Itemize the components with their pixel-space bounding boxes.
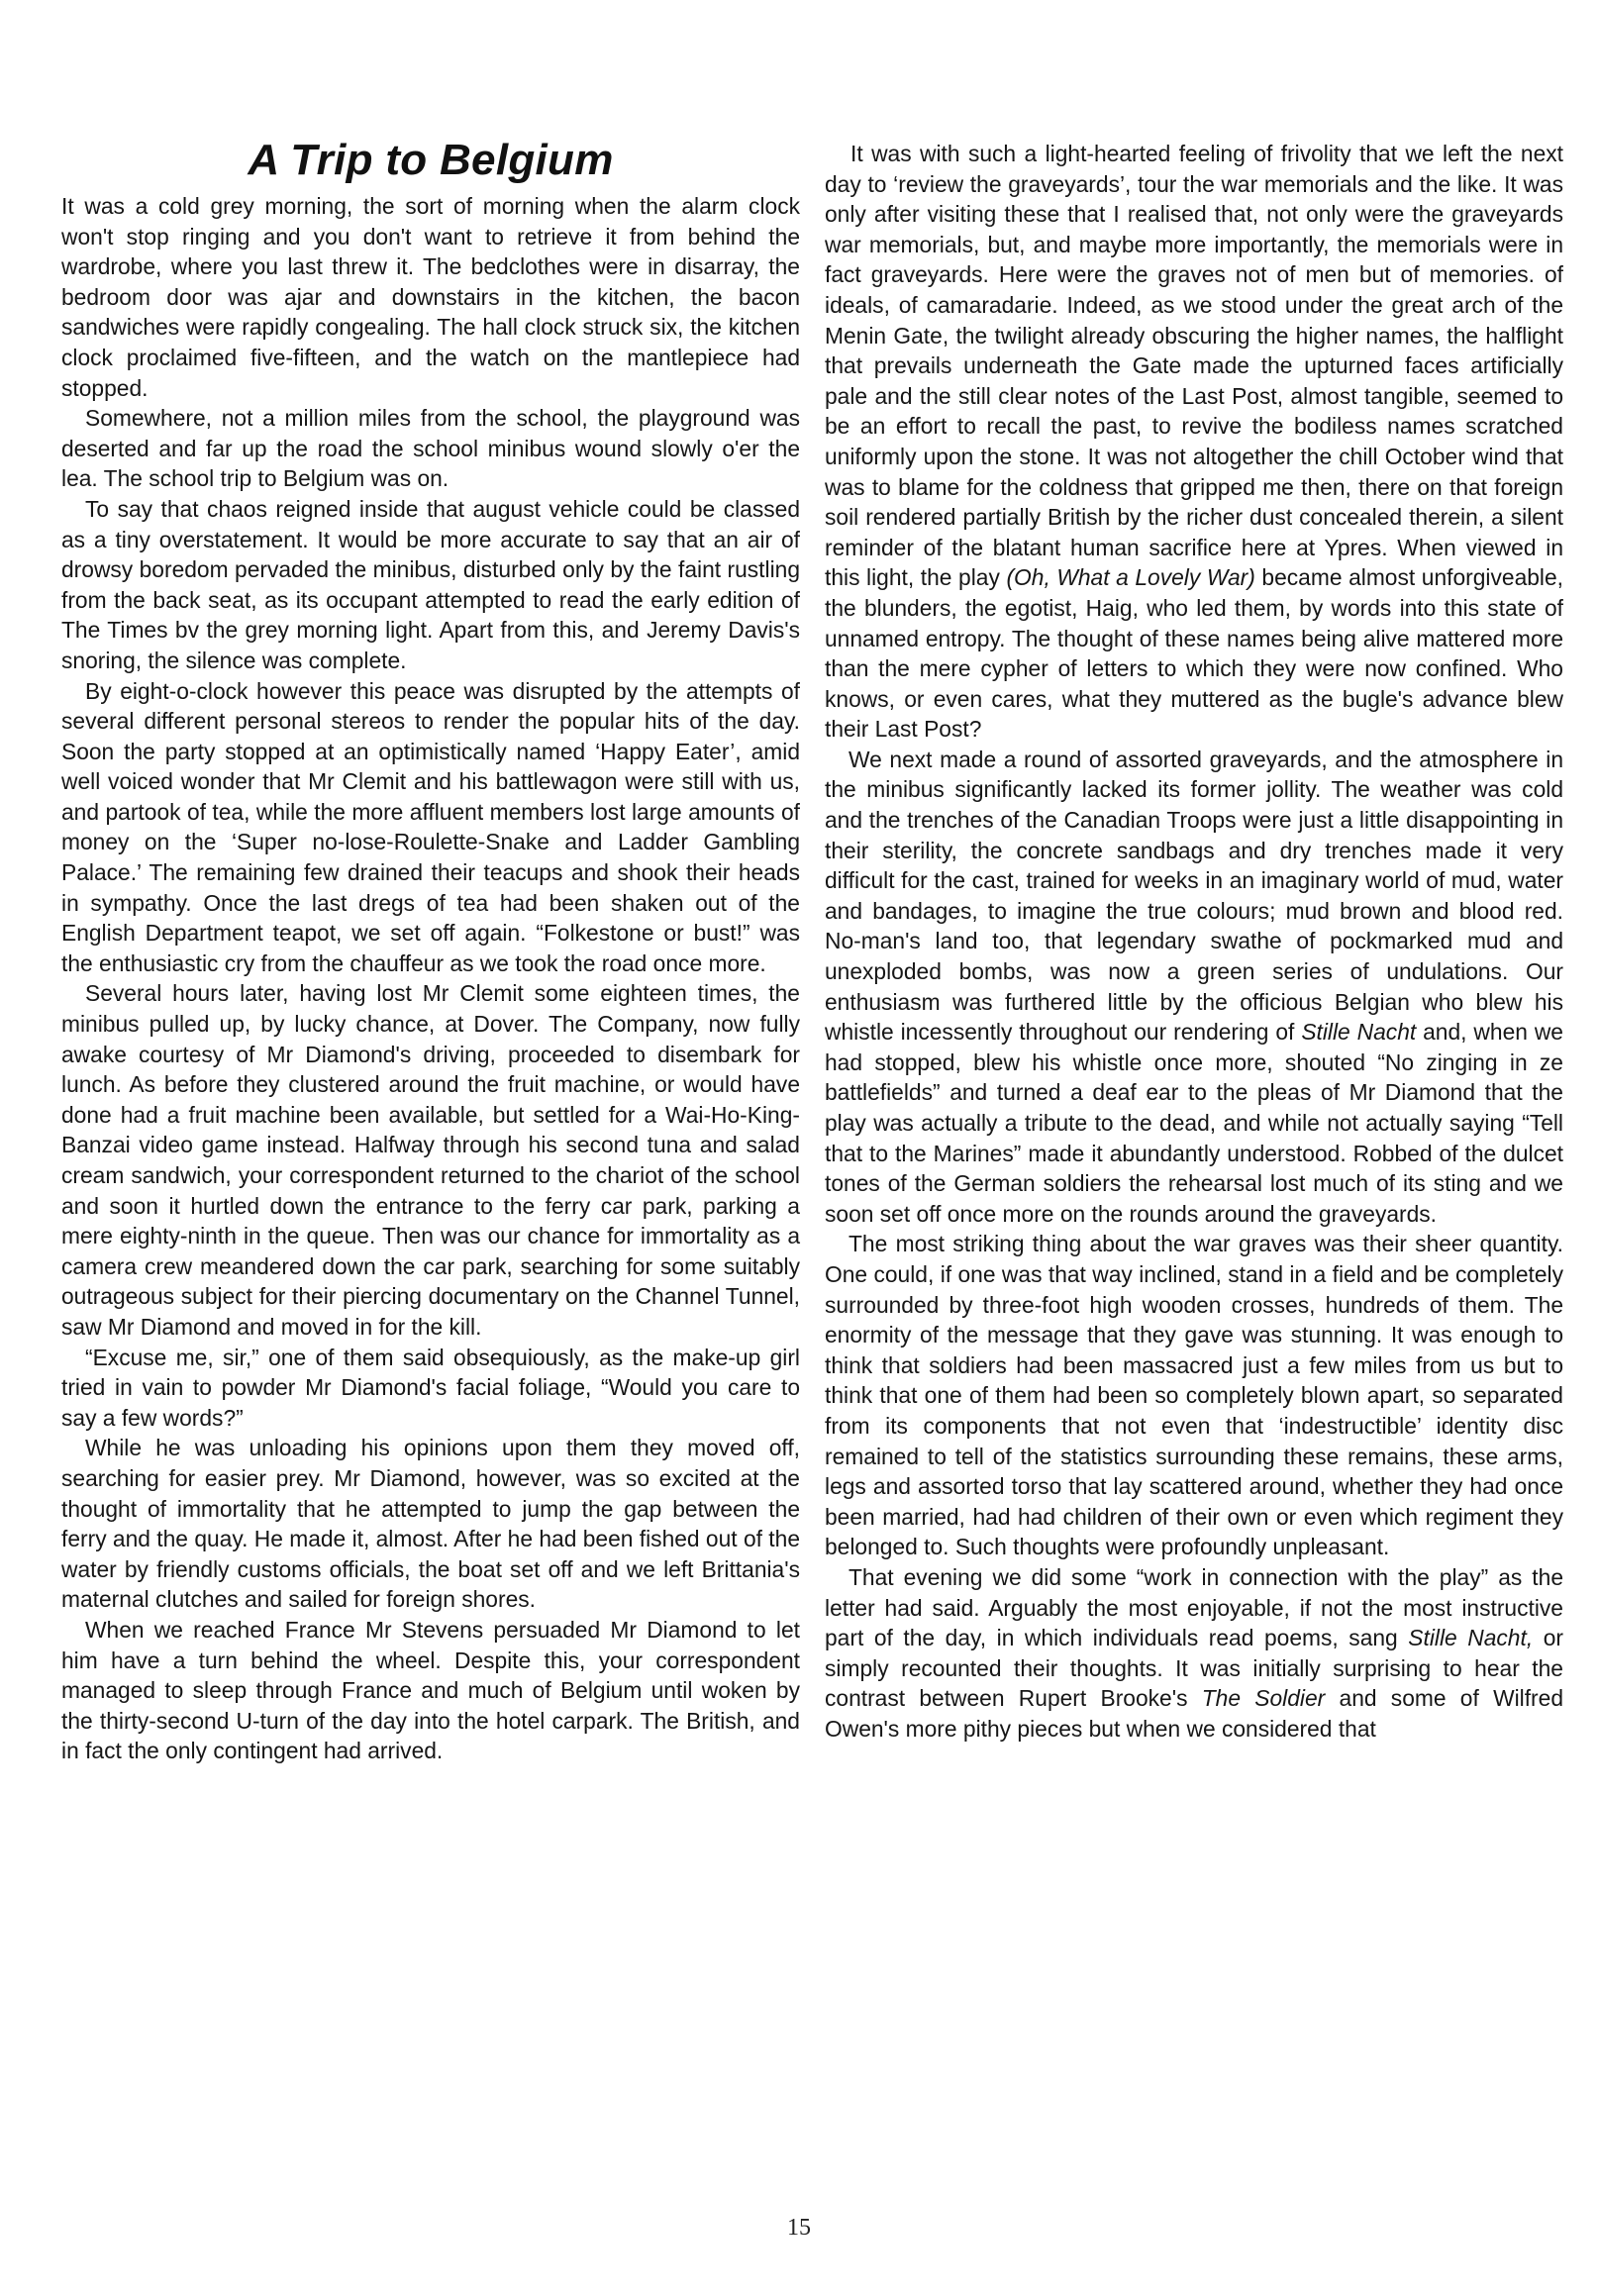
paragraph	[825, 139, 1563, 745]
paragraph: The most striking thing about the war graves was their sheer quantity. One could, if one was that way inclined, stand in a field and be completely surrounded by three-foot high wooden crosses, hundreds of them. The enormity of the message that they gave was stunning. It was enough to think that soldiers had been massacred just a few miles from us but to think that one of them had been so completely blown apart, so separated from its components that not even that ‘indestructible’ identity disc remained to tell of the statistics surrounding these remains, these arms, legs and assorted torso that lay scattered around, whether they had once been married, had had children of their own or even which regiment they belonged to. Such thoughts were profoundly unpleasant.	[825, 1231, 1563, 1560]
paragraph: To say that chaos reigned inside that august vehicle could be classed as a tiny overstatement. It would be more accurate to say that an air of drowsy boredom pervaded the minibus, disturbed only by the faint rustling from the back seat, as its occupant attempted to read the early edition of The Times bv the grey morning light. Apart from this, and Jeremy Davis's snoring, the silence was complete.	[61, 495, 800, 673]
paragraph	[825, 1562, 1563, 1745]
paragraph-text: It was with such a light-hearted feeling of frivolity that we left the next day to ‘review the graveyards’, tour the war memorials and the like. It was only after visiting these that I realised that, not only were the graveyards war memorials, but, and maybe more importantly, the memorials were in fact graveyards. Here were the graves not of men but of memories. of ideals, of camaradarie. Indeed, as we stood under the great arch of the Menin Gate, the twilight already obscuring the higher names, the halflight that prevails underneath the Gate made the upturned faces artificially pale and the still clear notes of the Last Post, almost tangible, seemed to be an effort to recall the past, to revive the bodiless names scratched uniformly upon the stone. It was not altogether the chill October wind that was to blame for the coldness that gripped me then, there on that foreign soil rendered partially British by the richer dust concealed therein, a silent reminder of the blatant human sacrifice here at Ypres. When viewed in this light, the play	[825, 141, 1563, 591]
paragraph-text: That evening we did some “work in connection with the play” as the letter had said. Arguably the most enjoyable, if not the most instructive part of the day, in which individuals read poems, sang	[825, 1563, 1563, 1651]
paragraph-text: and, when we had stopped, blew his whistle once more, shouted “No zinging in ze battlefields” and turned a deaf ear to the pleas of Mr Diamond that the play was actually a tribute to the dead, and while not actually saying “Tell that to the Marines” made it abundantly understood. Robbed of the dulcet tones of the German soldiers the rehearsal lost much of its sting and we soon set off once more on the rounds around the graveyards.	[825, 1019, 1563, 1227]
paragraph-text: We next made a round of assorted graveyards, and the atmosphere in the minibus significantly lacked its former jollity. The weather was cold and the trenches of the Canadian Troops were just a little disappointing in their sterility, the concrete sandbags and dry trenches made it very difficult for the cast, trained for weeks in an imaginary world of mud, water and bandages, to imagine the true colours; mud brown and blood red. No-man's land too, that legendary swathe of pockmarked mud and unexploded bombs, was now a green series of undulations. Our enthusiasm was furthered little by the officious Belgian who blew his whistle incessently throughout our rendering of	[825, 746, 1563, 1046]
paragraph: It was a cold grey morning, the sort of morning when the alarm clock won't stop ringing and you don't want to retrieve it from behind the wardrobe, where you last threw it. The bedclothes were in disarray, the bedroom door was ajar and downstairs in the kitchen, the bacon sandwiches were rapidly congealing. The hall clock struck six, the kitchen clock proclaimed five-fifteen, and the watch on the mantlepiece had stopped.	[61, 193, 800, 401]
paragraph: Several hours later, having lost Mr Clemit some eighteen times, the minibus pulled up, by lucky chance, at Dover. The Company, now fully awake courtesy of Mr Diamond's driving, proceeded to disembark for lunch. As before they clustered around the fruit machine, or would have done had a fruit machine been available, but settled for a Wai-Ho-King-Banzai video game instead. Halfway through his second tuna and salad cream sandwich, your correspondent returned to the chariot of the school and soon it hurtled down the entrance to the ferry car park, parking a mere eighty-ninth in the queue. Then was our chance for immortality as a camera crew meandered down the car park, searching for some suitably outrageous subject for their piercing documentary on the Channel Tunnel, saw Mr Diamond and moved in for the kill.	[61, 980, 800, 1340]
play-title: (Oh, What a Lovely War)	[1006, 564, 1255, 591]
paragraph	[825, 745, 1563, 1230]
poem-title: The Soldier	[1201, 1685, 1326, 1712]
paragraph-text: and some of Wilfred Owen's more pithy pieces but when we considered that	[825, 1685, 1564, 1742]
right-column	[825, 139, 1563, 1744]
article-title: A Trip to Belgium	[248, 136, 614, 184]
paragraph-text: became almost unforgiveable, the blunders, the egotist, Haig, who led them, by words into this state of unnamed entropy. The thought of these names being alive mattered more than the mere cypher of letters to which they were now confined. Who knows, or even cares, what they muttered as the bugle's advance blew their Last Post?	[825, 564, 1564, 743]
page-number: 15	[787, 2215, 811, 2241]
song-title: Stille Nacht	[1301, 1019, 1417, 1046]
left-column	[61, 130, 800, 1766]
paragraph: By eight-o-clock however this peace was disrupted by the attempts of several different personal stereos to render the popular hits of the day. Soon the party stopped at an optimistically named ‘Happy Eater’, amid well voiced wonder that Mr Clemit and his battlewagon were still with us, and partook of tea, while the more affluent members lost large amounts of money on the ‘Super no-lose-Roulette-Snake and Ladder Gambling Palace.’ The remaining few drained their teacups and shook their heads in sympathy. Once the last dregs of tea had been shaken out of the English Department teapot, we set off again. “Folkestone or bust!” was the enthusiastic cry from the chauffeur as we took the road once more.	[61, 677, 800, 976]
paragraph-text: or simply recounted their thoughts. It was initially surprising to hear the contrast between Rupert Brooke's	[825, 1625, 1564, 1712]
paragraph: “Excuse me, sir,” one of them said obsequiously, as the make-up girl tried in vain to powder Mr Diamond's facial foliage, “Would you care to say a few words?”	[61, 1344, 800, 1431]
paragraph: While he was unloading his opinions upon them they moved off, searching for easier prey. Mr Diamond, however, was so excited at the thought of immortality that he attempted to jump the gap between the ferry and the quay. He made it, almost. After he had been fished out of the water by friendly customs officials, the boat set off and we left Brittania's maternal clutches and sailed for foreign shores.	[61, 1435, 800, 1613]
song-title: Stille Nacht,	[1408, 1625, 1534, 1651]
paragraph: When we reached France Mr Stevens persuaded Mr Diamond to let him have a turn behind the wheel. Despite this, your correspondent managed to sleep through France and much of Belgium until woken by the thirty-second U-turn of the day into the hotel carpark. The British, and in fact the only contingent had arrived.	[61, 1616, 800, 1764]
paragraph: Somewhere, not a million miles from the school, the playground was deserted and far up the road the school minibus wound slowly o'er the lea. The school trip to Belgium was on.	[61, 405, 800, 492]
